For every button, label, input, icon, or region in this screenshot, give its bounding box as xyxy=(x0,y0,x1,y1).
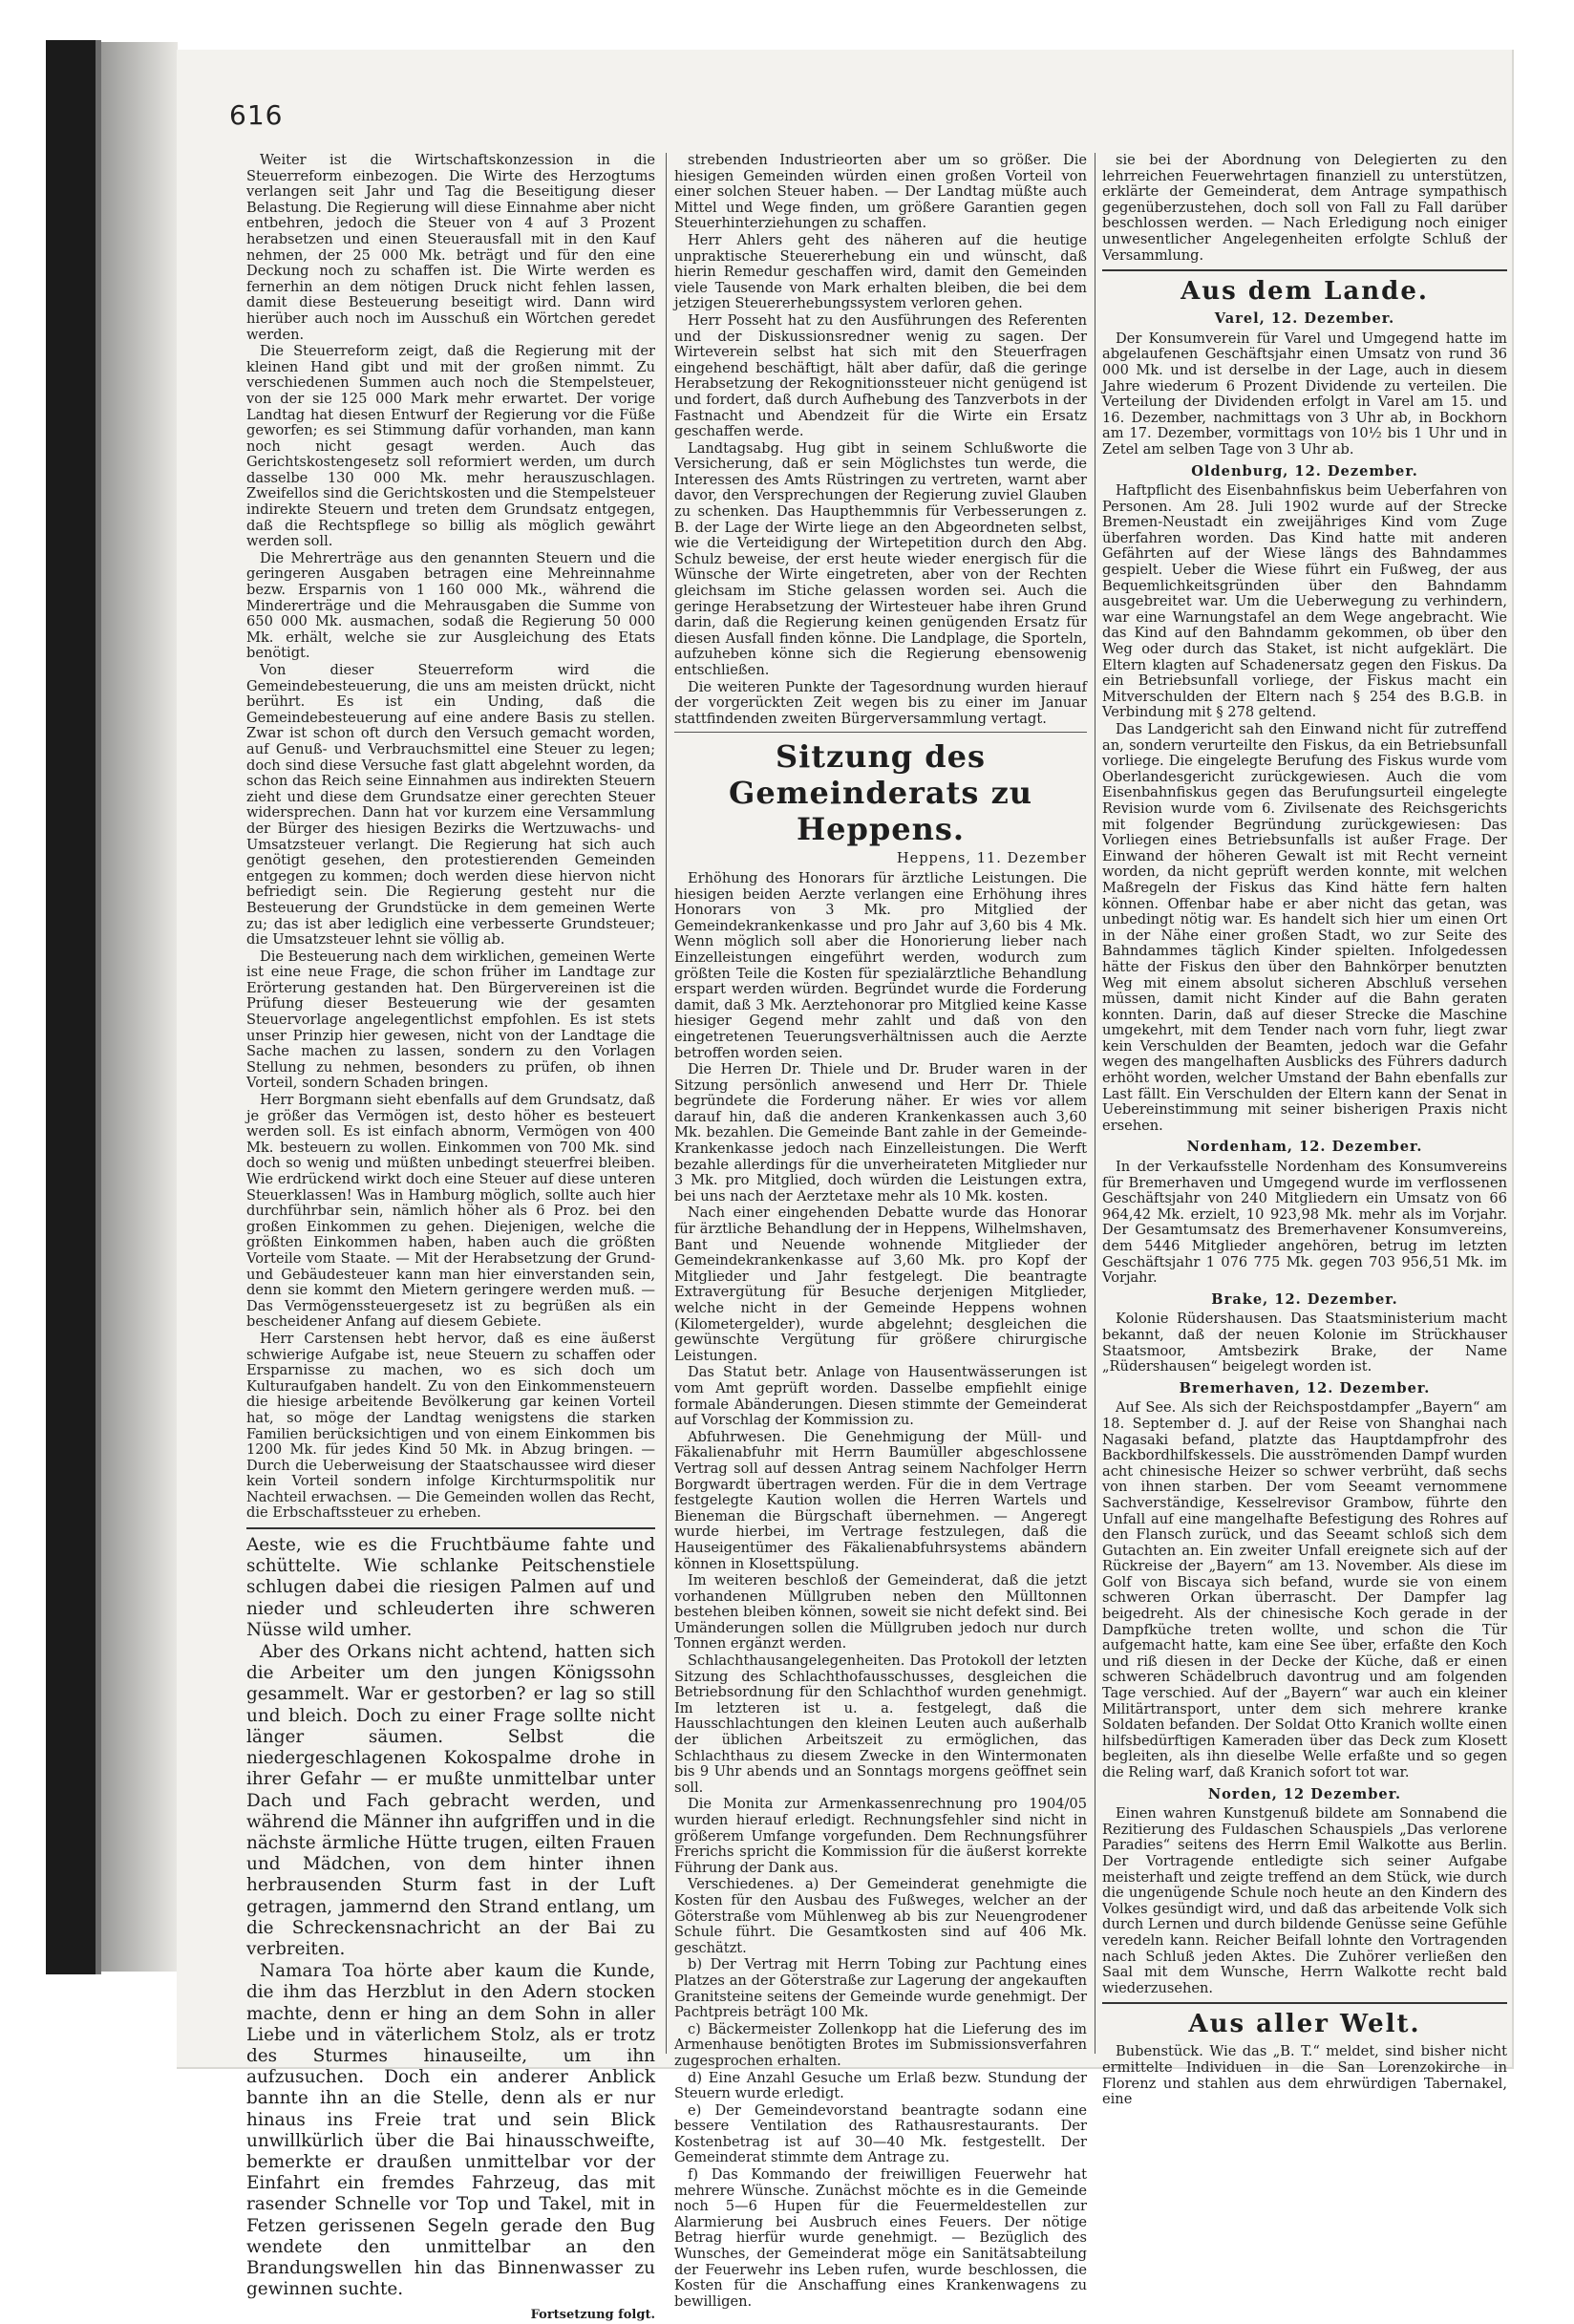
feuilleton-divider xyxy=(246,1527,655,1529)
report-paragraph: f) Das Kommando der freiwilligen Feuerwehr hat mehrere Wünsche. Zunächst möchte es in die Gemeinde noch 5—6 Hupen für die Feuermeldestellen zur Alarmierung bei Ausbruch eines Feuers. Der nötige Betrag hierfür wurde genehmigt. — Bezüglich des Wunsches, der Gemeinderat möge ein Sanitätsabteilung der Feuerwehr ins Leben rufen, wurde beschlossen, die Kosten für die Anschaffung eines Krankenwagens zu bewilligen. xyxy=(674,2166,1087,2310)
place-dateline-brake: Brake, 12. Dezember. xyxy=(1211,1290,1398,1308)
article-paragraph: Die Mehrerträge aus den genannten Steuern und die geringeren Ausgaben betragen eine Mehreinnahme bezw. Ersparnis von 1 160 000 Mk., während die Mindererträge und die Mehrausgaben die Summe von 650 000 Mk. ausmachen, sodaß die Regierung 50 000 Mk. erhält, welche sie zur Ausgleichung des Etats benötigt. xyxy=(246,549,655,662)
article-paragraph: strebenden Industrieorten aber um so größer. Die hiesigen Gemeinden würden einen großen Vorteil von einer solchen Steuer haben. — Der Landtag müßte auch Mittel und Wege finden, um größere Garantien gegen Steuerhinterziehungen zu schaffen. xyxy=(674,152,1087,232)
report-paragraph: e) Der Gemeindevorstand beantragte sodann eine bessere Ventilation des Rathausrestaurants. Der Kostenbetrag ist auf 30—40 Mk. festgestellt. Der Gemeinderat stimmte dem Antrage zu. xyxy=(674,2101,1087,2166)
column-rule-1 xyxy=(666,153,667,2054)
report-paragraph: Nach einer eingehenden Debatte wurde das Honorar für ärztliche Behandlung der in Heppens, Wilhelmshaven, Bant und Neuende wohnende Mitglieder der Gemeindekrankenkasse auf 3,60 Mk. pro Kopf der Mitglieder und Jahr festgelegt. Die beantragte Extravergütung für Besuche derjenigen Mitglieder, welche nicht in der Gemeinde Heppens wohnen (Kilometergelder), wurde abgelehnt; desgleichen die gewünschte Vergütung für größere chirurgische Leistungen. xyxy=(674,1205,1087,1364)
book-binding xyxy=(46,40,96,1974)
article-paragraph: Herr Posseht hat zu den Ausführungen des Referenten und der Diskussionsredner wenig zu sagen. Der Wirteverein selbst hat sich mit den Steuerfragen eingehend beschäftigt, hält aber dafür, daß die geringe Herabsetzung der Rekognitionssteuer nicht genügend ist und fordert, daß durch Aufhebung des Tanzverbots in der Fastnacht und Abendzeit für die Wirte ein Ersatz geschaffen werde. xyxy=(674,311,1087,440)
story-paragraph: Aber des Orkans nicht achtend, hatten sich die Arbeiter um den jungen Königssohn gesammelt. War er gestorben? er lag so still und bleich. Doch zu einer Frage sollte nicht länger säumen. Selbst die niedergeschlagenen Kokospalme drohe in ihrer Gefahr — er mußte unmittelbar unter Dach und Fach gebracht werden, und während die Männer ihn aufgriffen und in die nächste ärmliche Hütte trugen, eilten Frauen und Mädchen, von dem hinter ihnen herbrausenden Sturm fast in der Luft getragen, jammernd den Strand entlang, um die Schreckensnachricht an der Bai zu verbreiten. xyxy=(246,1642,655,1959)
report-paragraph: b) Der Vertrag mit Herrn Tobing zur Pachtung eines Platzes an der Göterstraße zur Lagerung der angekauften Granitsteine seitens der Gemeinde wurde genehmigt. Der Pachtpreis beträgt 100 Mk. xyxy=(674,1956,1087,2021)
article-paragraph: Von dieser Steuerreform wird die Gemeindebesteuerung, die uns am meisten drückt, nicht berührt. Es ist ein Unding, daß die Gemeindebesteuerung auf eine andere Basis zu stellen. Zwar ist schon oft durch den Versuch gemacht worden, auf Genuß- und Verbrauchsmittel eine Steuer zu legen; doch sind diese Versuche fast glatt abgelehnt worden, da schon das Reich seine Einnahmen aus indirekten Steuern zieht und diese dem Grundsatze einer gerechten Steuer widersprechen. Dann hat vor kurzem eine Versammlung der Bürger des hiesigen Bezirks die Wertzuwachs- und Umsatzsteuer verlangt. Die Regierung hat sich auch genötigt gesehen, den protestierenden Gemeinden entgegen zu kommen; doch werden diese hiervon nicht befriedigt sein. Die Regierung gesteht nur die Besteuerung der Grundstücke in dem gemeinen Werte zu; das ist aber lediglich eine verbesserte Grundsteuer; die Umsatzsteuer lehnt sie völlig ab. xyxy=(246,662,655,949)
story-lead-in: Aeste, wie es die Fruchtbäume fahte und schüttelte. Wie schlanke Peitschenstiele schlugen dabei die riesigen Palmen auf und nieder und schleuderten ihre schweren Nüsse wild umher. xyxy=(246,1535,655,1640)
place-dateline-norden: Norden, 12 Dezember. xyxy=(1207,1785,1402,1802)
article-paragraph: Herr Carstensen hebt hervor, daß es eine äußerst schwierige Aufgabe ist, neue Steuern zu schaffen oder Ersparnisse zu machen, wo es sich doch um Kulturaufgaben handelt. Zu von den Einkommensteuern die hiesige arbeitende Bevölkerung gar keinen Vorteil hat, so möge der Landtag wenigstens die starken Familien berücksichtigen und von einem Einkommen bis 1200 Mk. für jedes Kind 50 Mk. in Abzug bringen. — Durch die Ueberweisung der Staatschaussee wird dieser kein Vorteil sondern infolge Kirchturmspolitik nur Nachteil erwachsen. — Die Gemeinden wollen das Recht, die Erbschaftssteuer zu erheben. xyxy=(246,1330,655,1522)
section-divider xyxy=(1102,269,1507,271)
dateline: Heppens, 11. Dezember xyxy=(896,850,1087,867)
section-divider xyxy=(1102,2002,1507,2004)
continued-note: Fortsetzung folgt. xyxy=(530,2308,655,2323)
report-paragraph: Im weiteren beschloß der Gemeinderat, daß die jetzt vorhandenen Müllgruben neben den Mülltonnen bestehen bleiben können, soweit sie nicht defekt sind. Bei Umänderungen sollen die Müllgruben jedoch nur durch Tonnen ergänzt werden. xyxy=(674,1572,1087,1652)
article-paragraph: Herr Ahlers geht des näheren auf die heutige unpraktische Steuererhebung ein und wünscht, daß hierin Remedur geschaffen wird, damit den Gemeinden viele Tausende von Mark erhalten bleiben, die bei dem jetzigen Steuererhebungssystem verloren gehen. xyxy=(674,231,1087,312)
report-paragraph: Abfuhrwesen. Die Genehmigung der Müll- und Fäkalienabfuhr mit Herrn Baumüller abgeschlossene Vertrag soll auf dessen Antrag seinem Nachfolger Herrn Borgwardt übertragen werden. Für die in dem Vertrage festgelegte Kaution wollen die Herren Wartels und Bieneman die Bürgschaft übernehmen. — Angeregt wurde hierbei, im Vertrage festzulegen, daß die Hauseigentümer des Fäkalienabfuhrsystems abändern können in Klosettspülung. xyxy=(674,1428,1087,1572)
news-paragraph: Haftpflicht des Eisenbahnfiskus beim Ueberfahren von Personen. Am 28. Juli 1902 wurde auf der Strecke Bremen-Neustadt ein zweijähriges Kind vom Zuge überfahren worden. Das Kind hatte mit anderen Gefährten auf der Wiese längs des Bahndammes gespielt. Ueber die Wiese führt ein Fußweg, der aus Bequemlichkeitsgründen über den Bahndamm ausgebreitet war. Um die Ueberwegung zu verhindern, war eine Warnungstafel an dem Wege angebracht. Wie das Kind auf den Bahndamm gekommen, ob über den Weg oder durch das Staket, ist nicht aufgeklärt. Die Eltern klagten auf Schadenersatz gegen den Fiskus. Da ein Betriebsunfall vorliege, der Fiskus macht ein Mitverschulden der Eltern nach § 254 des B.G.B. in Verbindung mit § 278 geltend. xyxy=(1102,482,1507,721)
column-1 xyxy=(246,152,655,2323)
article-paragraph: sie bei der Abordnung von Delegierten zu den lehrreichen Feuerwehrtagen finanziell zu unterstützen, erklärte der Gemeinderat, dem Antrage sympathisch gegenüberzustehen, doch soll von Fall zu Fall darüber beschlossen werden. — Nach Erledigung noch einiger unwesentlicher Angelegenheiten erfolgte Schluß der Versammlung. xyxy=(1102,152,1507,264)
article-paragraph: Landtagsabg. Hug gibt in seinem Schlußworte die Versicherung, daß er sein Möglichstes tun werde, die Interessen des Amts Rüstringen zu vertreten, warnt aber davor, den Versprechungen der Regierung zuviel Glauben zu schenken. Das Haupthemmnis für Verbesserungen z. B. der Lage der Wirte liege an den Abgeordneten selbst, wie die Verteidigung der Wirtepetition durch den Abg. Schulz beweise, der erst heute wieder energisch für die Wünsche der Wirte eingetreten, aber von der Rechten gleichsam im Stiche gelassen worden sei. Auch die geringe Herabsetzung der Wirtesteuer habe ihren Grund darin, daß die Regierung keinen genügenden Ersatz für diesen Ausfall finden könne. Die Landplage, die Sporteln, aufzuheben könne sich die Regierung ebensowenig entschließen. xyxy=(674,439,1087,678)
news-paragraph: Bubenstück. Wie das „B. T.“ meldet, sind bisher nicht ermittelte Individuen in die San Lorenzokirche in Florenz und stahlen aus dem ehrwürdigen Tabernakel, eine xyxy=(1102,2043,1507,2108)
report-paragraph: Das Statut betr. Anlage von Hausentwässerungen ist vom Amt geprüft worden. Dasselbe empfiehlt einige formale Abänderungen. Diesen stimmte der Gemeinderat auf Vorschlag der Kommission zu. xyxy=(674,1364,1087,1429)
sitzung-heading: Sitzung des Gemeinderats zu Heppens. xyxy=(728,738,1033,848)
report-paragraph: Die Herren Dr. Thiele und Dr. Bruder waren in der Sitzung persönlich anwesend und Herr Dr. Thiele begründete die Forderung näher. Er wies vor allem darauf hin, daß die anderen Krankenkassen auch 3,60 Mk. bezahlen. Die Gemeinde Bant zahle in der Gemeinde-Krankenkasse jedoch nach Einzelleistungen. Die Werft bezahle allerdings für die unverheirateten Mitglieder nur 3 Mk. pro Mitglied, doch würden die Leistungen extra, bei uns nach der Aerztetaxe mehr als 10 Mk. kosten. xyxy=(674,1061,1087,1205)
place-dateline-bremerhaven: Bremerhaven, 12. Dezember. xyxy=(1179,1379,1431,1397)
section-heading-aus-dem-lande: Aus dem Lande. xyxy=(1180,277,1429,307)
feuilleton-story xyxy=(246,1535,655,2300)
article-paragraph: Weiter ist die Wirtschaftskonzession in die Steuerreform einbezogen. Die Wirte des Herzogtums verlangen seit Jahr und Tag die Beseitigung dieser Belastung. Die Regierung will diese Einnahme aber nicht entbehren, jedoch die Steuer von 4 auf 3 Prozent herabsetzen und einen Steuerausfall mit in den Kauf nehmen, der 25 000 Mk. beträgt und für den eine Deckung noch zu schaffen ist. Die Wirte werden es fernerhin an dem nötigen Druck nicht fehlen lassen, damit diese Besteuerung beseitigt wird. Dann wird hierüber auch noch im Ausschuß ein Wörtchen geredet werden. xyxy=(246,152,655,343)
news-paragraph: Kolonie Rüdershausen. Das Staatsministerium macht bekannt, daß der neuen Kolonie im Strückhauser Staatsmoor, Amtsbezirk Brake, der Name „Rüdershausen“ beigelegt worden ist. xyxy=(1102,1311,1507,1375)
place-dateline-oldenburg: Oldenburg, 12. Dezember. xyxy=(1191,462,1418,480)
article-paragraph: Die Steuerreform zeigt, daß die Regierung mit der kleinen Hand gibt und mit der großen nimmt. Zu verschiedenen Summen auch noch die Stempelsteuer, von der sie 125 000 Mark mehr erwartet. Der vorige Landtag hat diesen Entwurf der Regierung vor die Füße geworfen; es sei Stimmung dafür vorhanden, man kann noch nicht gesagt werden. Auch das Gerichtskostengesetz soll reformiert werden, um durch dasselbe 130 000 Mk. mehr herauszuschlagen. Zweifellos sind die Gerichtskosten und die Stempelsteuer indirekte Steuern und treten dem Grundsatz entgegen, daß die Rechtspflege so billig als möglich gewährt werden soll. xyxy=(246,343,655,550)
place-dateline-varel: Varel, 12. Dezember. xyxy=(1214,310,1395,328)
report-paragraph: d) Eine Anzahl Gesuche um Erlaß bezw. Stundung der Steuern wurde erledigt. xyxy=(674,2069,1087,2102)
report-paragraph: Erhöhung des Honorars für ärztliche Leistungen. Die hiesigen beiden Aerzte verlangen eine Erhöhung ihres Honorars von 3 Mk. pro Mitglied der Gemeindekrankenkasse und pro Jahr auf 3,60 bis 4 Mk. Wenn möglich soll aber die Honorierung lieber nach Einzelleistungen eingeführt werden, wodurch zum größten Teile die Kosten für spezialärztliche Behandlung erspart werden würden. Begründet wurde die Forderung damit, daß 3 Mk. Aerztehonorar pro Mitglied keine Kasse hiesiger Gegend mehr zahlt und daß von den eingetretenen Teuerungsverhältnissen auch die Aerzte betroffen worden seien. xyxy=(674,869,1087,1061)
news-paragraph: Der Konsumverein für Varel und Umgegend hatte im abgelaufenen Geschäftsjahr einen Umsatz von rund 36 000 Mk. und ist derselbe in der Lage, auch in diesem Jahre wiederum 6 Prozent Dividende zu verteilen. Die Verteilung der Dividenden erfolgt in Varel am 15. und 16. Dezember, nachmittags von 3 Uhr ab, in Bockhorn am 17. Dezember, vormittags von 10½ bis 1 Uhr und in Zetel am selben Tage von 3 Uhr ab. xyxy=(1102,330,1507,458)
report-paragraph: Verschiedenes. a) Der Gemeinderat genehmigte die Kosten für den Ausbau des Fußweges, welcher an der Göterstraße vom Mühlenweg ab bis zur Neuengrodener Schule führt. Die Gesamtkosten sind auf 406 Mk. geschätzt. xyxy=(674,1876,1087,1956)
handwritten-page-number: 616 xyxy=(229,99,284,131)
report-paragraph: c) Bäckermeister Zollenkopp hat die Lieferung des im Armenhause benötigten Brotes im Submissionsverfahren zugesprochen erhalten. xyxy=(674,2020,1087,2069)
report-paragraph: Schlachthausangelegenheiten. Das Protokoll der letzten Sitzung des Schlachthofausschusses, desgleichen die Betriebsordnung für den Schlachthof wurden genehmigt. Im letzteren ist u. a. festgelegt, daß die Hausschlachtungen den kleinen Leuten auch außerhalb der üblichen Arbeitszeit zu ermöglichen, das Schlachthaus zu diesem Zwecke in den Wintermonaten bis 9 Uhr abends und an Sonntags morgens geöffnet sein soll. xyxy=(674,1652,1087,1796)
column-3 xyxy=(1102,152,1507,2108)
report-paragraph: Die Monita zur Armenkassenrechnung pro 1904/05 wurden hierauf erledigt. Rechnungsfehler sind nicht in größerem Umfange vorgefunden. Dem Rechnungsführer Frerichs spricht die Kommission für die äußerst korrekte Führung der Dank aus. xyxy=(674,1796,1087,1876)
column-2 xyxy=(674,152,1087,2310)
news-paragraph: Einen wahren Kunstgenuß bildete am Sonnabend die Rezitierung des Fuldaschen Schauspiels „Das verlorene Paradies“ seitens des Herrn Emil Walkotte aus Berlin. Der Vortragende entledigte sich seiner Aufgabe meisterhaft und zeigte treffend an dem Stück, wie durch die ungenügende Schule noch heute an den Kindern des Volkes gesündigt wird, und daß das arbeitende Volk sich durch Lernen und durch bildende Genüsse seine Gefühle veredeln kann. Reicher Beifall lohnte den Vortragenden nach Schluß jeden Aktes. Die Zuhörer verließen den Saal mit dem Wunsche, Herrn Walkotte recht bald wiederzusehen. xyxy=(1102,1805,1507,1996)
page-gutter-shadow xyxy=(101,42,178,1972)
news-paragraph: Auf See. Als sich der Reichspostdampfer „Bayern“ am 18. September d. J. auf der Reise von Shanghai nach Nagasaki befand, platzte das Hauptdampfrohr des Backbordhilfskessels. Die ausströmenden Dampf wurden acht chinesische Heizer so schwer verbrüht, daß sechs von ihnen starben. Der vom Seeamt vernommene Sachverständige, Kesselrevisor Grambow, führte den Unfall auf eine mangelhafte Befestigung des Rohres auf den Flansch zurück, und das Seeamt schloß sich dem Gutachten an. Ein zweiter Unfall ereignete sich auf der Rückreise der „Bayern“ am 13. November. Als diese im Golf von Biscaya sich befand, wurde sie von einem schweren Orkan überrascht. Der Dampfer lag beigedreht. Als der chinesische Koch gerade in der Dampfküche treten wollte, und schon die Tür aufgemacht hatte, kam eine See über, erfaßte den Koch und riß diesen in der Decke der Küche, daß er einen schweren Schädelbruch davontrug und am folgenden Tage verschied. Auf der „Bayern“ war auch ein kleiner Militärtransport, unter dem sich mehrere kranke Soldaten befanden. Der Soldat Otto Kranich wollte einen hilfsbedürftigen Kameraden über das Deck zum Klosett begleiten, als ihn dieselbe Welle erfaßte und so gegen die Reling warf, daß Kranich sofort tot war. xyxy=(1102,1399,1507,1780)
story-paragraph: Namara Toa hörte aber kaum die Kunde, die ihm das Herzblut in den Adern stocken machte, denn er hing an dem Sohn in aller Liebe und in väterlichem Stolz, als er trotz des Sturmes hinauseilte, um ihn aufzusuchen. Doch ein anderer Anblick bannte ihn an die Stelle, denn als er nur hinaus ins Freie trat und sein Blick unwillkürlich über die Bai hinausschweifte, bemerkte er draußen unmittelbar vor der Einfahrt ein fremdes Fahrzeug, das mit rasender Schnelle vor Top und Takel, mit in Fetzen gerissenen Segeln gerade den Bug wendete den unmittelbar an den Brandungswellen hin das Binnenwasser zu gewinnen suchte. xyxy=(246,1961,655,2300)
section-heading-aus-aller-welt: Aus aller Welt. xyxy=(1188,2010,1421,2039)
article-paragraph: Herr Borgmann sieht ebenfalls auf dem Grundsatz, daß je größer das Vermögen ist, desto höher es besteuert werden soll. Es ist einfach abnorm, Vermögen von 400 Mk. besteuern zu wollen. Einkommen von 700 Mk. sind doch so wenig und müßten unbedingt steuerfrei bleiben. Wie erdrückend wirkt doch eine Steuer auf diese unteren Steuerklassen! Was in Hamburg möglich, sollte auch hier durchführbar sein, nämlich höher als 6 Proz. bei den großen Einkommen zu gehen. Diejenigen, welche die größten Einkommen haben, haben auch die größten Vorteile vom Staate. — Mit der Herabsetzung der Grund- und Gebäudesteuer kann man hier einverstanden sein, denn sie kommt den Mietern geringere werden muß. — Das Vermögenssteuergesetz ist zu begrüßen als ein bescheidener Anfang auf diesem Gebiete. xyxy=(246,1092,655,1331)
section-divider xyxy=(674,732,1087,733)
article-paragraph: Die weiteren Punkte der Tagesordnung wurden hierauf der vorgerückten Zeit wegen bis zu einer im Januar stattfindenden zweiten Bürgerversammlung vertagt. xyxy=(674,678,1087,727)
article-paragraph: Die Besteuerung nach dem wirklichen, gemeinen Werte ist eine neue Frage, die schon früher im Landtage zur Erörterung gestanden hat. Den Bürgervereinen ist die Prüfung dieser Besteuerung wie der gesamten Steuervorlage angelegentlichst empfohlen. Es ist stets unser Prinzip hier gewesen, nicht von der Landtage die Sache machen zu lassen, sondern zu den Vorlagen Stellung zu nehmen, besonders zu prüfen, ob ihnen Vorteil, sondern Schaden bringen. xyxy=(246,948,655,1092)
news-paragraph: In der Verkaufsstelle Nordenham des Konsumvereins für Bremerhaven und Umgegend wurde im verflossenen Geschäftsjahr von 240 Mitgliedern ein Umsatz von 66 964,42 Mk. erzielt, 10 923,98 Mk. mehr als im Vorjahr. Der Gesamtumsatz des Bremerhavener Konsumvereins, dem 5446 Mitglieder angehören, betrug im letzten Geschäftsjahr 1 076 775 Mk. gegen 703 956,51 Mk. im Vorjahr. xyxy=(1102,1159,1507,1287)
place-dateline-nordenham: Nordenham, 12. Dezember. xyxy=(1186,1139,1423,1156)
news-paragraph: Das Landgericht sah den Einwand nicht für zutreffend an, sondern verurteilte den Fiskus, da ein Betriebsunfall vorliege. Die eingelegte Berufung des Fiskus wurde vom Oberlandesgericht zurückgewiesen. Auch die vom Eisenbahnfiskus gegen das Berufungsurteil eingelegte Revision wurde vom 6. Zivilsenate des Reichsgerichts mit folgender Begründung zurückgewiesen: Das Vorliegen eines Betriebsunfalls ist außer Frage. Der Einwand der höheren Gewalt ist mit Recht verneint worden, da nicht geprüft werden konnte, mit welchen Maßregeln der Fiskus das Kind hätte fern halten können. Offenbar habe er aber nicht das getan, was unbedingt nötig war. Es handelt sich hier um einen Ort in der Nähe einer großen Stadt, wo zur Seite des Bahndammes täglich Kinder spielten. Infolgedessen hätte der Fiskus den über den Bahnkörper benutzten Weg mit einem absolut sicheren Abschluß versehen müssen, damit nicht Kinder auf die Bahn geraten konnten. Darin, daß auf dieser Strecke die Maschine umgekehrt, mit dem Tender nach vorn fuhr, liegt zwar kein Verschulden der Beamten, jedoch war die Gefahr wegen des mangelhaften Ausblicks des Führers dadurch erhöht worden, welcher Umstand der Bahn ebenfalls zur Last fällt. Ein Verschulden der Eltern kann der Senat in Uebereinstimmung mit seiner bisherigen Praxis nicht ersehen. xyxy=(1102,721,1507,1134)
